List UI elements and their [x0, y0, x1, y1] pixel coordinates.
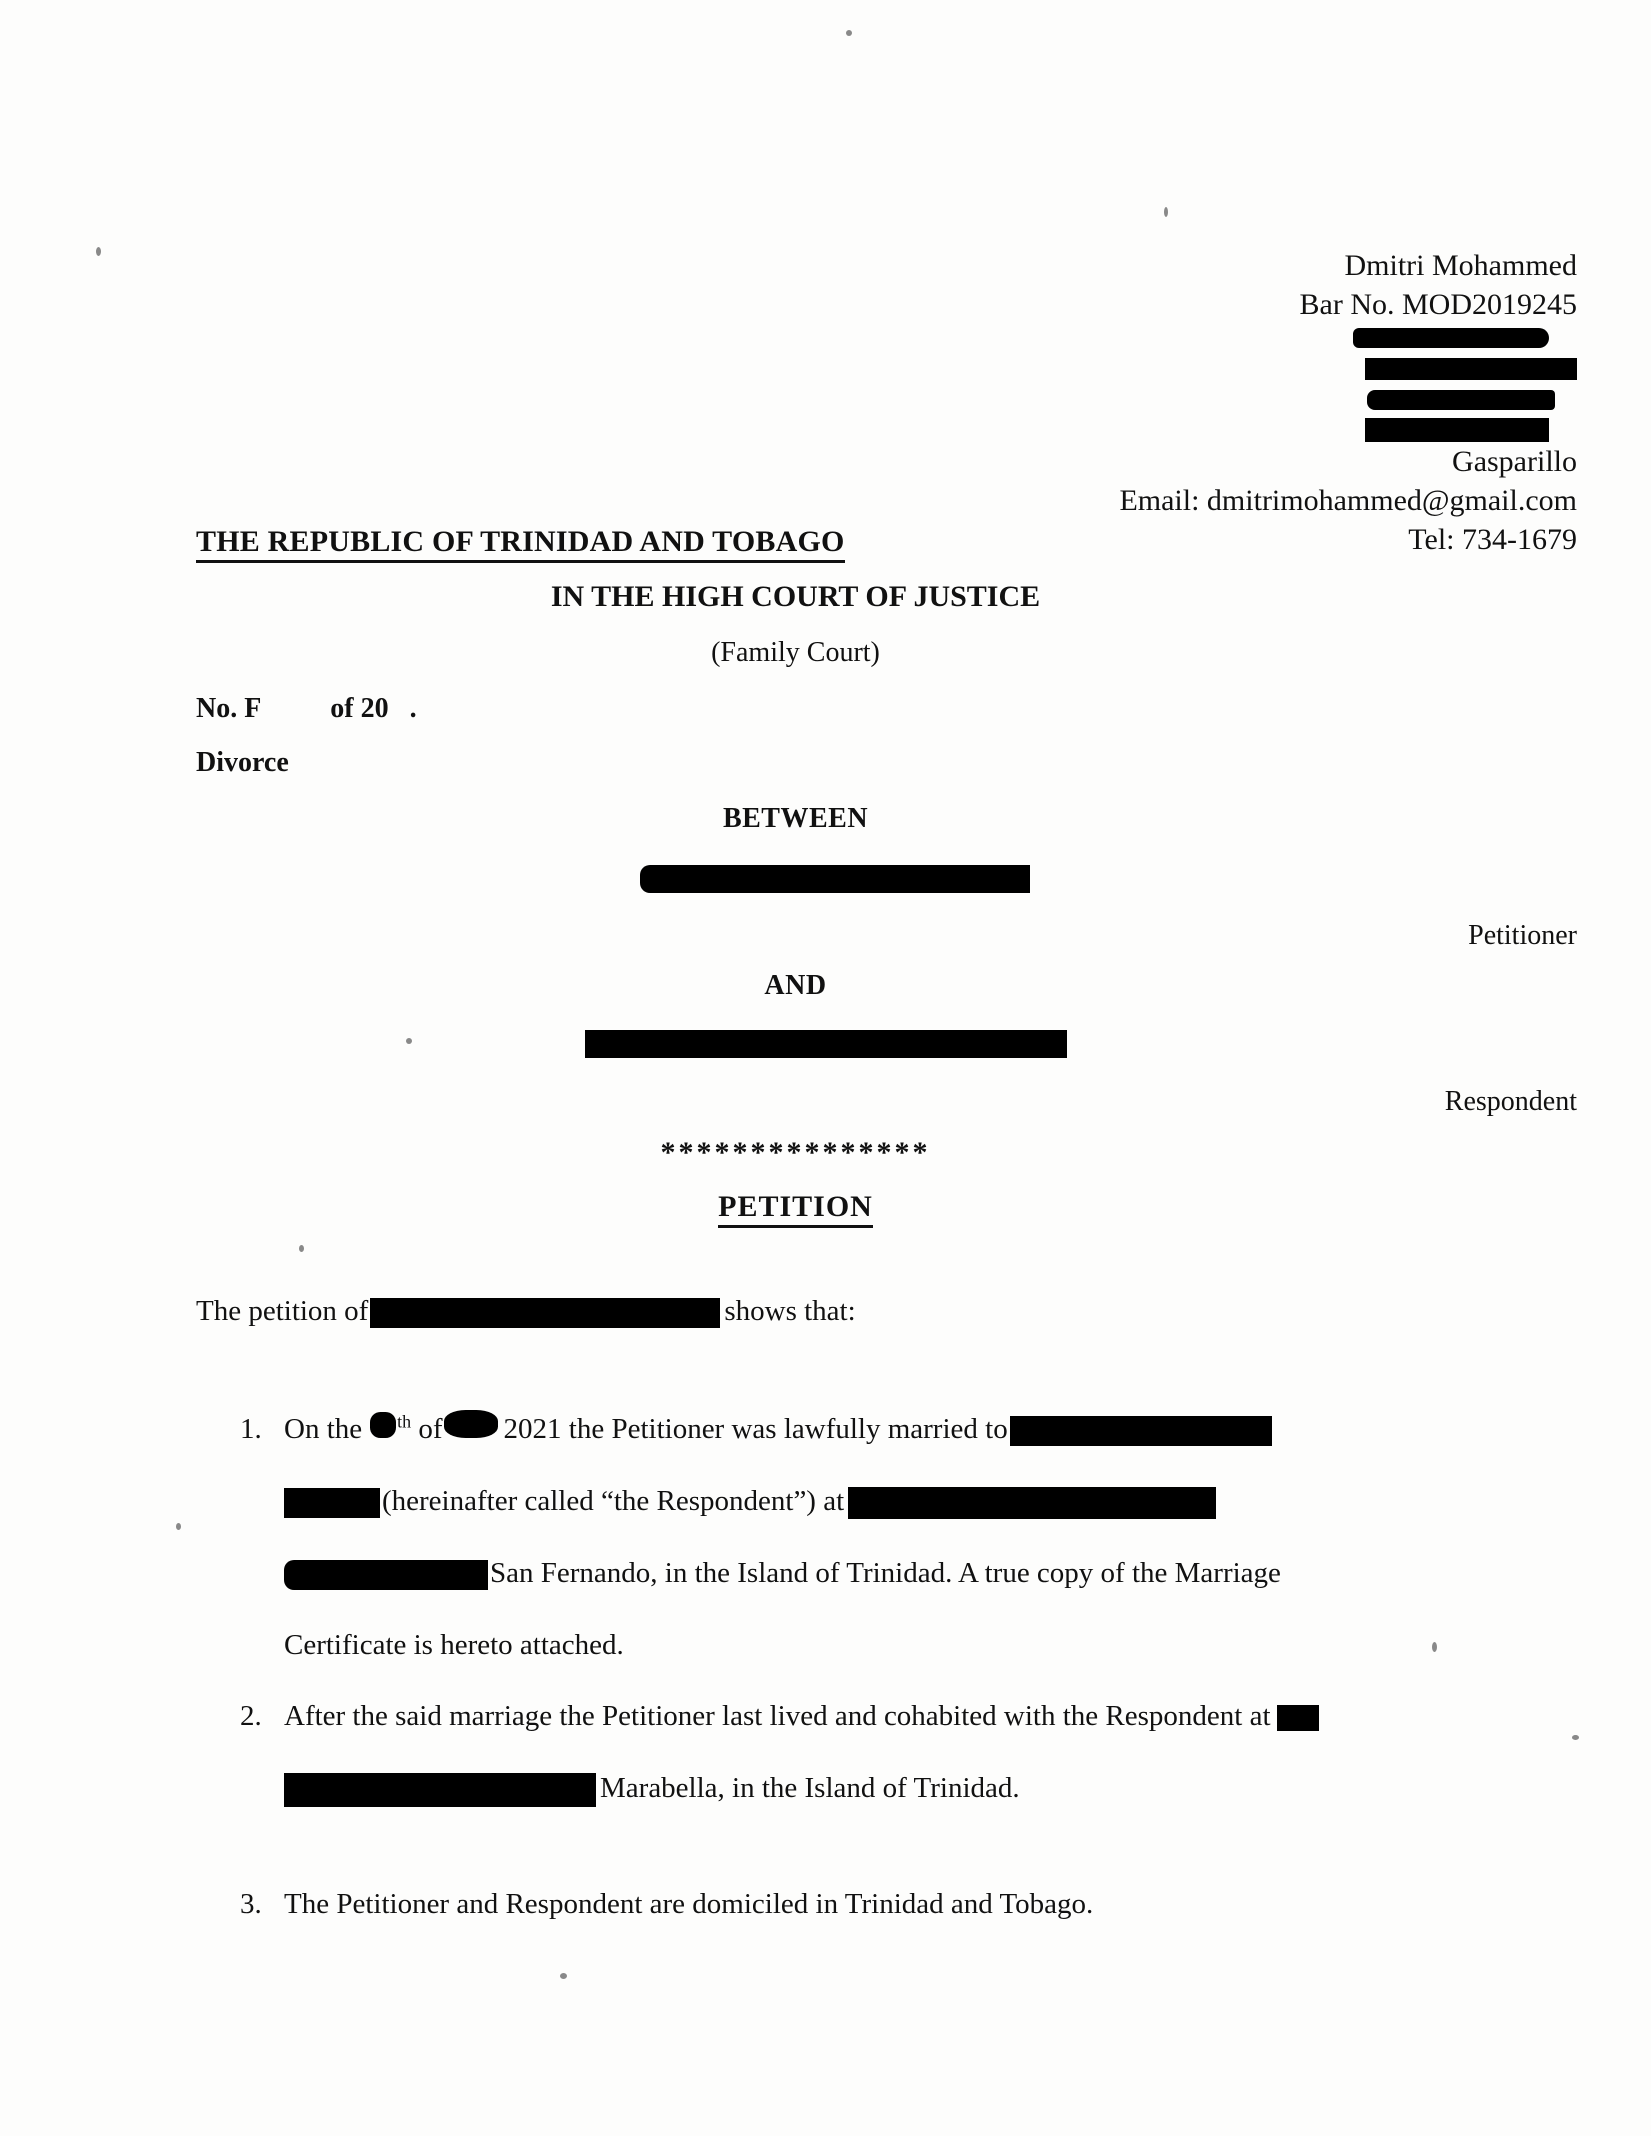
republic-heading: THE REPUBLIC OF TRINIDAD AND TOBAGO [196, 525, 845, 563]
redaction-bar-marriage-venue-2 [284, 1560, 488, 1590]
page-title: PETITION [718, 1190, 873, 1228]
item-1-text-a: On the [284, 1413, 363, 1445]
list-item [196, 1680, 1486, 1824]
list-item [196, 1868, 1486, 1940]
petition-intro-prefix: The petition of [196, 1295, 369, 1327]
scan-speck [1572, 1735, 1579, 1740]
petition-intro-line [196, 1295, 856, 1328]
attorney-bar-number: Bar No. MOD2019245 [1299, 288, 1577, 321]
redaction-bar-spouse-name-2 [284, 1488, 380, 1518]
list-item [196, 1393, 1486, 1681]
redaction-bar-cohabit-address-2 [284, 1773, 596, 1807]
list-item-body [284, 1680, 1486, 1824]
item-1-text-c: (hereinafter called “the Respondent”) at [382, 1485, 845, 1517]
list-item-number: 2. [240, 1700, 262, 1732]
item-1-text-d: San Fernando, in the Island of Trinidad. A true copy of the Marriage [490, 1557, 1281, 1589]
redaction-bar-cohabit-address-1 [1277, 1705, 1319, 1731]
attorney-name: Dmitri Mohammed [1344, 249, 1577, 282]
redaction-bar-address-4 [1365, 418, 1549, 442]
scan-speck [176, 1523, 181, 1530]
item-3-line-1: The Petitioner and Respondent are domiciled in Trinidad and Tobago. [284, 1888, 1094, 1920]
list-item-body [284, 1393, 1486, 1681]
between-label: BETWEEN [722, 803, 869, 834]
case-type-label: Divorce [196, 747, 289, 778]
scan-speck [299, 1245, 304, 1252]
redaction-month-name [444, 1410, 498, 1438]
attorney-email: Email: dmitrimohammed@gmail.com [1119, 484, 1577, 517]
petition-intro-suffix: shows that: [724, 1295, 856, 1327]
item-1-line-4: Certificate is hereto attached. [284, 1629, 624, 1661]
respondent-role-label: Respondent [1444, 1086, 1577, 1117]
item-1-line-1 [284, 1393, 1486, 1465]
redaction-bar-marriage-venue-1 [848, 1487, 1216, 1519]
redaction-bar-address-1 [1353, 328, 1549, 348]
item-1-ordinal-suffix: th [397, 1411, 412, 1432]
redaction-bar-address-3 [1367, 390, 1555, 410]
court-division-heading: (Family Court) [711, 637, 880, 668]
item-2-line-2 [284, 1752, 1486, 1824]
redaction-bar-spouse-name-1 [1010, 1416, 1272, 1446]
item-1-line-2 [284, 1465, 1486, 1537]
petitioner-role-label: Petitioner [1468, 920, 1577, 951]
item-1-line-3 [284, 1537, 1486, 1609]
list-item-body [284, 1868, 1486, 1940]
scan-speck [96, 247, 101, 256]
attorney-telephone: Tel: 734-1679 [1408, 523, 1577, 556]
attorney-address-redactions [1037, 328, 1577, 440]
list-item-number: 1. [240, 1413, 262, 1445]
list-item-number: 3. [240, 1888, 262, 1920]
petition-title-container [0, 1190, 1651, 1228]
court-name-heading: IN THE HIGH COURT OF JUSTICE [550, 580, 1041, 613]
scan-speck [560, 1973, 567, 1979]
item-2-line-1 [284, 1680, 1486, 1752]
item-2-text-b: Marabella, in the Island of Trinidad. [600, 1772, 1020, 1804]
attorney-header-block [1037, 246, 1577, 559]
case-number-line: No. F of 20 . [196, 693, 417, 724]
redaction-bar-petitioner-name [640, 865, 1030, 893]
redaction-bar-petitioner-intro [370, 1298, 720, 1328]
redaction-bar-address-2 [1365, 358, 1577, 380]
item-1-text-b: of [418, 1413, 443, 1445]
asterisk-divider: *************** [660, 1136, 931, 1169]
redaction-day-number [370, 1412, 396, 1438]
and-label: AND [764, 970, 827, 1001]
item-2-text-a: After the said marriage the Petitioner last lived and cohabited with the Respondent at [284, 1700, 1271, 1732]
scan-speck [1164, 207, 1168, 217]
scan-speck [406, 1038, 412, 1044]
redaction-bar-respondent-name [585, 1030, 1067, 1058]
scan-speck [846, 30, 852, 36]
item-1-text-year: 2021 the Petitioner was lawfully married to [503, 1413, 1008, 1445]
attorney-locality: Gasparillo [1452, 445, 1577, 478]
